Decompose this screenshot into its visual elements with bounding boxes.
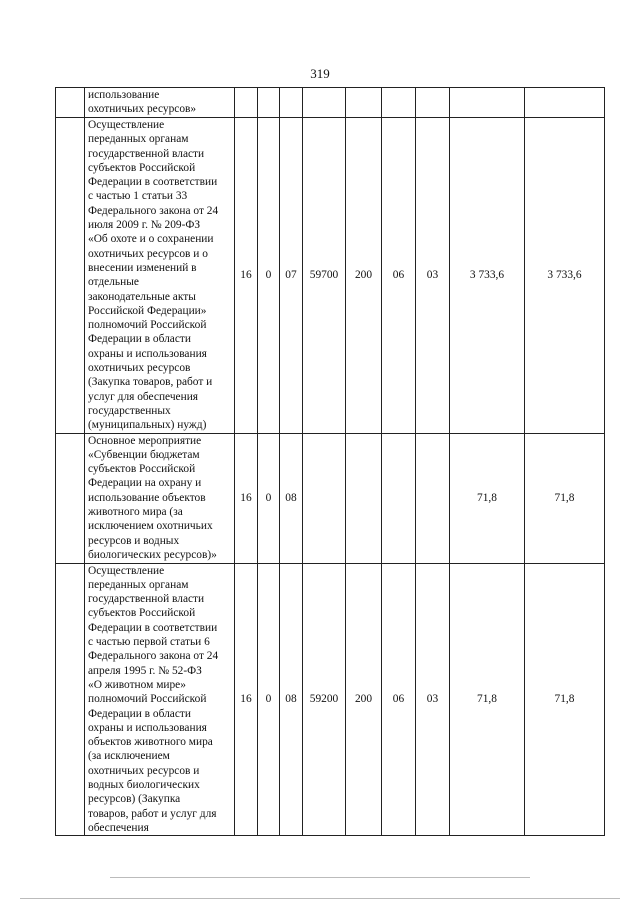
code-cell bbox=[416, 433, 450, 563]
table-row bbox=[56, 118, 605, 434]
code-cell: 06 bbox=[382, 118, 416, 434]
code-cell bbox=[382, 88, 416, 118]
code-cell: 200 bbox=[346, 118, 382, 434]
code-cell: 0 bbox=[258, 433, 280, 563]
row-description: Осуществление переданных органам государственной власти субъектов Российской Федерации в соответствии с частью 1 статьи 33 Федерального закона от 24 июля 2009 г. № 209-ФЗ «Об охоте и о сохранении охотничьих ресурсов и о внесении изменений в отдельные законодательные акты Российской Федерации» полномочий Российской Федерации в области охраны и использования охотничьих ресурсов (Закупка товаров, работ и услуг для обеспечения государственных (муниципальных) нужд) bbox=[85, 118, 235, 434]
code-cell bbox=[235, 88, 258, 118]
blank-cell bbox=[56, 433, 85, 563]
code-cell: 07 bbox=[280, 118, 303, 434]
code-cell bbox=[258, 88, 280, 118]
table-row bbox=[56, 563, 605, 836]
code-cell bbox=[416, 88, 450, 118]
code-cell bbox=[346, 433, 382, 563]
row-description: использование охотничьих ресурсов» bbox=[85, 88, 235, 118]
blank-cell bbox=[56, 88, 85, 118]
amount-cell bbox=[525, 88, 605, 118]
blank-cell bbox=[56, 118, 85, 434]
code-cell: 08 bbox=[280, 563, 303, 836]
scan-artifact-line bbox=[110, 877, 530, 878]
amount-cell: 3 733,6 bbox=[450, 118, 525, 434]
code-cell bbox=[303, 88, 346, 118]
code-cell: 59200 bbox=[303, 563, 346, 836]
amount-cell: 71,8 bbox=[450, 563, 525, 836]
amount-cell: 71,8 bbox=[525, 563, 605, 836]
table-row bbox=[56, 433, 605, 563]
code-cell: 03 bbox=[416, 118, 450, 434]
scan-artifact-line bbox=[20, 898, 620, 899]
code-cell bbox=[346, 88, 382, 118]
page-number: 319 bbox=[310, 66, 330, 81]
amount-cell: 71,8 bbox=[525, 433, 605, 563]
amount-cell: 3 733,6 bbox=[525, 118, 605, 434]
code-cell: 08 bbox=[280, 433, 303, 563]
table-row bbox=[56, 88, 605, 118]
code-cell: 200 bbox=[346, 563, 382, 836]
code-cell: 0 bbox=[258, 118, 280, 434]
code-cell: 0 bbox=[258, 563, 280, 836]
code-cell: 16 bbox=[235, 433, 258, 563]
code-cell: 16 bbox=[235, 118, 258, 434]
amount-cell bbox=[450, 88, 525, 118]
code-cell: 59700 bbox=[303, 118, 346, 434]
code-cell bbox=[382, 433, 416, 563]
budget-table bbox=[55, 87, 605, 836]
code-cell: 03 bbox=[416, 563, 450, 836]
code-cell bbox=[280, 88, 303, 118]
code-cell: 16 bbox=[235, 563, 258, 836]
row-description: Осуществление переданных органам государственной власти субъектов Российской Федерации в соответствии с частью первой статьи 6 Федерального закона от 24 апреля 1995 г. № 52-ФЗ «О животном мире» полномочий Российской Федерации в области охраны и использования объектов животного мира (за исключением охотничьих ресурсов и водных биологических ресурсов) (Закупка товаров, работ и услуг для обеспечения bbox=[85, 563, 235, 836]
blank-cell bbox=[56, 563, 85, 836]
amount-cell: 71,8 bbox=[450, 433, 525, 563]
code-cell bbox=[303, 433, 346, 563]
row-description: Основное мероприятие «Субвенции бюджетам субъектов Российской Федерации на охрану и использование объектов животного мира (за исключением охотничьих ресурсов и водных биологических ресурсов)» bbox=[85, 433, 235, 563]
code-cell: 06 bbox=[382, 563, 416, 836]
